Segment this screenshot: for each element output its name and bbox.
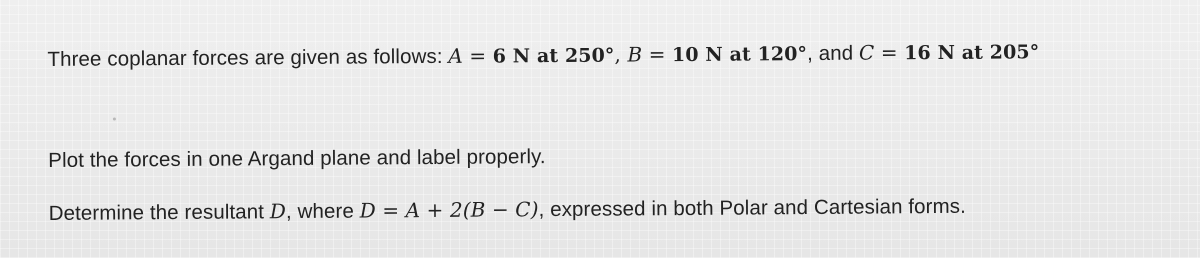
force-c-value: 16 N at 205°: [904, 41, 1040, 65]
intro-text: Three coplanar forces are given as follows:: [47, 44, 449, 72]
resultant-suffix: , expressed in both Polar and Cartesian forms.: [538, 194, 966, 222]
force-a-separator: ,: [614, 42, 628, 67]
resultant-task-line: [49, 194, 966, 226]
force-a-symbol: A: [448, 43, 464, 68]
force-a-equals: =: [462, 43, 493, 68]
resultant-prefix: Determine the resultant: [48, 200, 270, 225]
resultant-mid: , where: [285, 199, 360, 224]
plot-task-line: Plot the forces in one Argand plane and label properly.: [48, 145, 546, 172]
resultant-formula: = A + 2(B − C): [375, 197, 539, 223]
force-a-value: 6 N at 250°: [492, 44, 615, 68]
force-b-value: 10 N at 120°: [671, 43, 808, 67]
force-b-equals: =: [642, 42, 673, 67]
force-c-symbol: C: [858, 40, 875, 65]
problem-statement: [47, 0, 1179, 258]
forces-given-line: [47, 39, 1039, 72]
force-c-equals: =: [874, 40, 905, 65]
resultant-symbol: D: [269, 199, 287, 224]
formula-d-symbol: D: [359, 198, 376, 223]
force-b-symbol: B: [627, 42, 643, 67]
stray-dot: [113, 117, 116, 120]
force-b-separator: , and: [807, 41, 860, 66]
